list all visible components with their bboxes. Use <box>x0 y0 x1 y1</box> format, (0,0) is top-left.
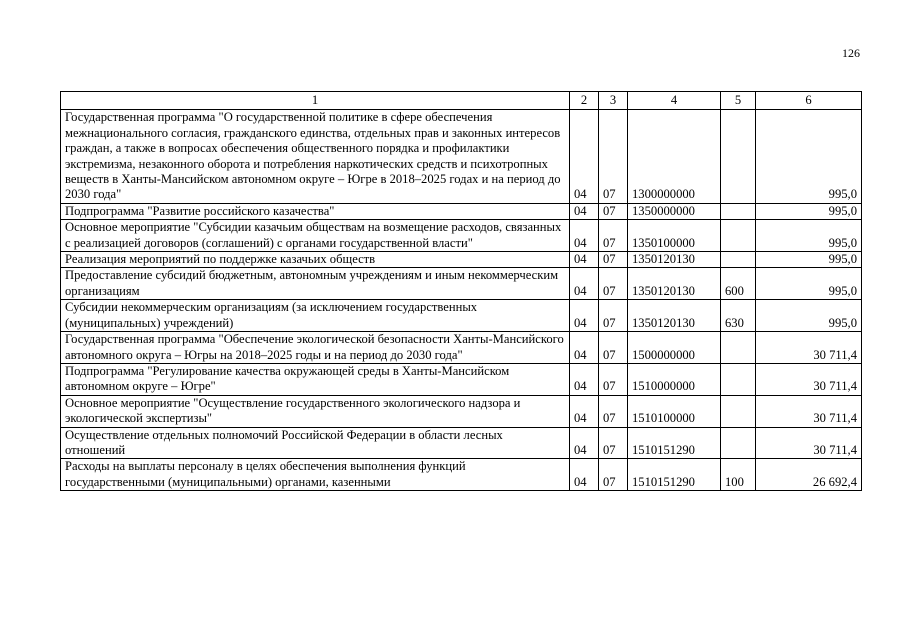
row-section-cell: 04 <box>570 363 599 395</box>
row-section-cell: 04 <box>570 300 599 332</box>
row-name-cell: Государственная программа "О государственной политике в сфере обеспечения межнационального согласия, гражданского единства, отдельных прав и законных интересов граждан, а также в вопросах обеспечения общественного порядка и профилактики экстремизма, незаконного оборота и потребления наркотических средств и психотропных веществ в Ханты-Мансийском автономном округе – Югре в 2018–2025 годах и на период до 2030 года" <box>61 110 570 203</box>
table-row <box>61 459 862 491</box>
row-amount-cell: 995,0 <box>756 203 862 219</box>
row-target-article-cell: 1300000000 <box>628 110 721 203</box>
row-subsection-cell: 07 <box>599 268 628 300</box>
row-amount-cell: 26 692,4 <box>756 459 862 491</box>
row-amount-cell: 995,0 <box>756 300 862 332</box>
row-target-article-cell: 1350120130 <box>628 300 721 332</box>
row-target-article-cell: 1510151290 <box>628 427 721 459</box>
row-subsection-cell: 07 <box>599 395 628 427</box>
row-expense-type-cell <box>721 110 756 203</box>
row-target-article-cell: 1350120130 <box>628 252 721 268</box>
row-amount-cell: 995,0 <box>756 268 862 300</box>
row-subsection-cell: 07 <box>599 252 628 268</box>
row-amount-cell: 995,0 <box>756 252 862 268</box>
row-section-cell: 04 <box>570 427 599 459</box>
row-name-cell: Субсидии некоммерческим организациям (за исключением государственных (муниципальных) учреждений) <box>61 300 570 332</box>
header-col-2: 2 <box>570 92 599 110</box>
budget-table <box>60 91 862 491</box>
row-subsection-cell: 07 <box>599 300 628 332</box>
row-name-cell: Основное мероприятие "Осуществление государственного экологического надзора и экологической экспертизы" <box>61 395 570 427</box>
table-row <box>61 203 862 219</box>
row-section-cell: 04 <box>570 220 599 252</box>
row-name-cell: Осуществление отдельных полномочий Российской Федерации в области лесных отношений <box>61 427 570 459</box>
row-subsection-cell: 07 <box>599 220 628 252</box>
row-name-cell: Предоставление субсидий бюджетным, автономным учреждениям и иным некоммерческим организациям <box>61 268 570 300</box>
row-expense-type-cell <box>721 203 756 219</box>
row-target-article-cell: 1510151290 <box>628 459 721 491</box>
row-name-cell: Государственная программа "Обеспечение экологической безопасности Ханты-Мансийского автономного округа – Югры на 2018–2025 годы и на период до 2030 года" <box>61 332 570 364</box>
row-section-cell: 04 <box>570 395 599 427</box>
row-name-cell: Расходы на выплаты персоналу в целях обеспечения выполнения функций государственными (муниципальными) органами, казенными <box>61 459 570 491</box>
row-section-cell: 04 <box>570 203 599 219</box>
row-amount-cell: 995,0 <box>756 220 862 252</box>
header-col-5: 5 <box>721 92 756 110</box>
row-expense-type-cell: 630 <box>721 300 756 332</box>
row-subsection-cell: 07 <box>599 203 628 219</box>
row-target-article-cell: 1500000000 <box>628 332 721 364</box>
row-subsection-cell: 07 <box>599 110 628 203</box>
row-target-article-cell: 1510100000 <box>628 395 721 427</box>
table-row <box>61 427 862 459</box>
table-row <box>61 332 862 364</box>
table-row <box>61 252 862 268</box>
row-amount-cell: 30 711,4 <box>756 363 862 395</box>
row-section-cell: 04 <box>570 252 599 268</box>
header-col-4: 4 <box>628 92 721 110</box>
header-col-6: 6 <box>756 92 862 110</box>
row-expense-type-cell <box>721 363 756 395</box>
row-name-cell: Реализация мероприятий по поддержке казачьих обществ <box>61 252 570 268</box>
row-name-cell: Подпрограмма "Регулирование качества окружающей среды в Ханты-Мансийском автономном округе – Югре" <box>61 363 570 395</box>
row-amount-cell: 30 711,4 <box>756 332 862 364</box>
row-subsection-cell: 07 <box>599 363 628 395</box>
row-section-cell: 04 <box>570 110 599 203</box>
row-expense-type-cell: 100 <box>721 459 756 491</box>
row-expense-type-cell <box>721 395 756 427</box>
table-row <box>61 363 862 395</box>
row-section-cell: 04 <box>570 459 599 491</box>
row-target-article-cell: 1350120130 <box>628 268 721 300</box>
row-amount-cell: 30 711,4 <box>756 427 862 459</box>
table-row <box>61 220 862 252</box>
row-section-cell: 04 <box>570 332 599 364</box>
row-name-cell: Подпрограмма "Развитие российского казачества" <box>61 203 570 219</box>
header-col-1: 1 <box>61 92 570 110</box>
row-subsection-cell: 07 <box>599 459 628 491</box>
row-subsection-cell: 07 <box>599 332 628 364</box>
row-section-cell: 04 <box>570 268 599 300</box>
page-number: 126 <box>842 46 860 60</box>
table-row <box>61 268 862 300</box>
row-amount-cell: 995,0 <box>756 110 862 203</box>
row-expense-type-cell: 600 <box>721 268 756 300</box>
row-expense-type-cell <box>721 220 756 252</box>
row-target-article-cell: 1510000000 <box>628 363 721 395</box>
table-header-row <box>61 92 862 110</box>
row-amount-cell: 30 711,4 <box>756 395 862 427</box>
header-col-3: 3 <box>599 92 628 110</box>
table-row <box>61 110 862 203</box>
row-target-article-cell: 1350100000 <box>628 220 721 252</box>
row-expense-type-cell <box>721 427 756 459</box>
table-row <box>61 300 862 332</box>
row-target-article-cell: 1350000000 <box>628 203 721 219</box>
row-expense-type-cell <box>721 332 756 364</box>
row-subsection-cell: 07 <box>599 427 628 459</box>
row-expense-type-cell <box>721 252 756 268</box>
row-name-cell: Основное мероприятие "Субсидии казачьим обществам на возмещение расходов, связанных с реализацией договоров (соглашений) с органами государственной власти" <box>61 220 570 252</box>
table-row <box>61 395 862 427</box>
